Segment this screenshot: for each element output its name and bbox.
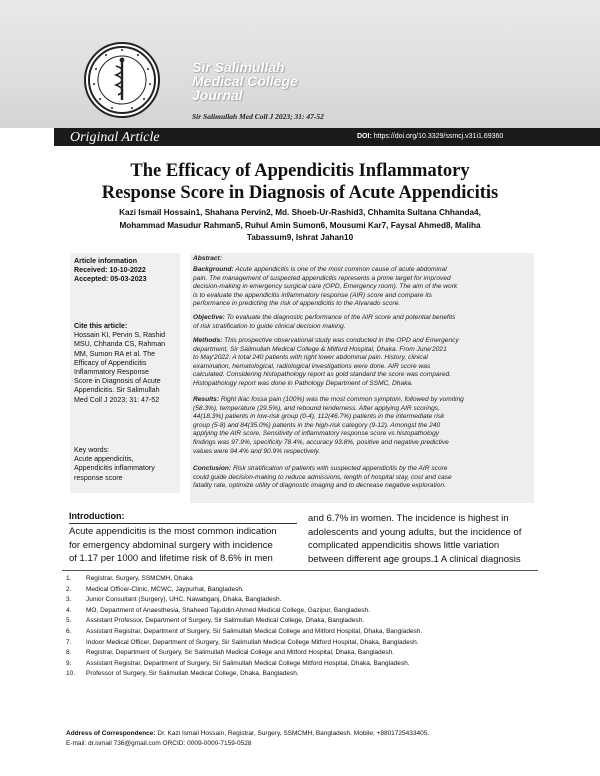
- journal-name: Sir Salimullah Medical College Journal: [192, 59, 298, 103]
- keywords: Key words: Acute appendicitis, Appendicitis inflammatory response score: [74, 446, 155, 482]
- section-label: Original Article: [70, 130, 160, 145]
- abstract-conclusion: Conclusion: Risk stratification of patients with suspected appendicitis by the AIR score could guide decision-making to reduce admissions, length of hospital stay, cost and case fatality rate, optimize utility of diagnostic imaging and to decrease negative exploration.: [193, 465, 452, 490]
- footnote-item: 8. Registrar, Department of Surgery, Sir Salimullah Medical College and Mitford Hospital, Dhaka, Bangladesh.: [66, 649, 395, 657]
- abstract-results: Results: Right iliac fossa pain (100%) was the most common symptom, followed by vomiting (58.3%), temperature (29.5%), and rebound tenderness. After applying AIR scorings, 44(18.3%) patients in low-risk group (0-4), 112(46.7%) patients in the intermediate risk group (5-8) and 84(35.0%) patients in the high-risk category (9-12). Amongst the 240 applying the AIR score, Sensitivity of inflammatory response score vs histopathology findings was 97.9%, specificity 78.4%, accuracy 93.8%, positive and negative predictive values were 94.4% and 90.9% respectively.: [193, 396, 464, 455]
- abstract-background: Background: Acute appendicitis is one of the most common cause of acute abdominal pain. The management of suspected appendicitis represents a prime target for improved decision-making in emergency surgical care (OPD, Emergency room). The aim of the work is to evaluate the appendicitis inflammatory response (AIR) score and compare its performance in predicting the risk of appendicitis to the Alvarado score.: [193, 266, 458, 308]
- introduction-divider: [69, 523, 297, 524]
- correspondence: Address of Correspondence: Dr. Kazi Ismail Hossain, Registrar, Surgery, SSMCMH, Bangladesh. Mobile: +8801725433405. E-mail: dr.ismail 736@gmail.com ORCID: 0009-0000-7159-0528: [66, 730, 430, 747]
- introduction-heading: Introduction:: [69, 511, 125, 521]
- footnote-item: 7. Indoor Medical Officer, Department of Surgery, Sir Salimullah Medical College Mitford Hospital, Dhaka, Bangladesh.: [66, 638, 419, 646]
- footnote-item: 6. Assistant Registrar, Department of Surgery, Sir Salimullah Medical College and Mitford Hospital, Dhaka, Bangladesh.: [66, 627, 423, 635]
- footnote-item: 5. Assistant Professor, Department of Surgery, Sir Salimullah Medical College, Dhaka, Bangladesh.: [66, 617, 365, 625]
- introduction-right-column: and 6.7% in women. The incidence is highest in adolescents and young adults, but the incidence of complicated appendicitis shows little variation between different age groups.1 A clinical diagnosis: [308, 513, 522, 565]
- abstract-heading: Abstract:: [193, 255, 222, 262]
- footnote-item: 2. Medical Officer-Clinic, MCWC, Jaypurhat, Bangladesh.: [66, 585, 244, 593]
- journal-seal-icon: [84, 42, 160, 118]
- footnote-divider: [62, 570, 538, 571]
- affiliation-footnotes: [66, 574, 536, 680]
- article-title: The Efficacy of Appendicitis Inflammatory Response Score in Diagnosis of Acute Appendicitis: [101, 161, 499, 203]
- doi[interactable]: DOI: https://doi.org/10.3329/ssmcj.v31i1.69360: [357, 133, 504, 140]
- footnote-item: 4. MO, Department of Anaesthesia, Shaheed Tajuddin Ahmed Medical College, Gazipur, Bangladesh.: [66, 606, 370, 614]
- abstract-methods: Methods: This prospective observational study was conducted in the OPD and Emergency department, Sir Salimullah Medical College & Mitford Hospital, Dhaka. From June'2021 to May'2022. A total 240 patients with right lower abdominal pain. History, clinical examination, hematological, radiological investigations were done. AIR score was calculated. Considering histopathology report as gold standard the score was compared. Histopathology report was done in Pathology Department of SSMC, Dhaka.: [193, 337, 459, 387]
- introduction-left-column: Acute appendicitis is the most common indication for emergency abdominal surgery with incidence of 1.17 per 1000 and lifetime risk of 8.6% in men: [69, 526, 277, 565]
- article-info: Article information Received: 10-10-2022 Accepted: 05-03-2023: [74, 257, 147, 284]
- cite-this-article: Cite this article: Hossain KI, Pervin S, Rashid MSU, Chhanda CS, Rahman MM, Sumon RA et al. The Efficacy of Appendicitis Inflammatory Response Score in Diagnosis of Acute Appendicitis. Sir Salimullah Med Coll J 2023; 31: 47-52: [74, 322, 166, 404]
- footnote-item: 10. Professor of Surgery, Sir Salimullah Medical College, Dhaka, Bangladesh.: [66, 670, 299, 678]
- footnote-item: 1. Registrar, Surgery, SSMCMH, Dhaka: [66, 575, 193, 582]
- footnote-item: 9. Assistant Registrar, Department of Surgery, Sir Salimullah Medical College Mitford Hospital, Dhaka, Bangladesh.: [66, 659, 410, 667]
- abstract-objective: Objective: To evaluate the diagnostic performance of the AIR score and potential benefits of risk stratification to guide clinical decision making.: [193, 314, 456, 330]
- journal-citation: Sir Salimullah Med Coll J 2023; 31: 47-52: [192, 112, 324, 121]
- author-list: Kazi Ismail Hossain1, Shahana Pervin2, Md. Shoeb-Ur-Rashid3, Chhamita Sultana Chhanda4, Mohammad Masudur Rahman5, Ruhul Amin Sumon6, Mousumi Kar7, Faysal Ahmed8, Maliha Tabassum9, Ishrat Jahan10: [119, 208, 481, 243]
- footnote-item: 3. Junior Consultant (Surgery), UHC, Nawabganj, Dhaka, Bangladesh.: [66, 596, 282, 604]
- doi-link[interactable]: https://doi.org/10.3329/ssmcj.v31i1.69360: [373, 133, 504, 140]
